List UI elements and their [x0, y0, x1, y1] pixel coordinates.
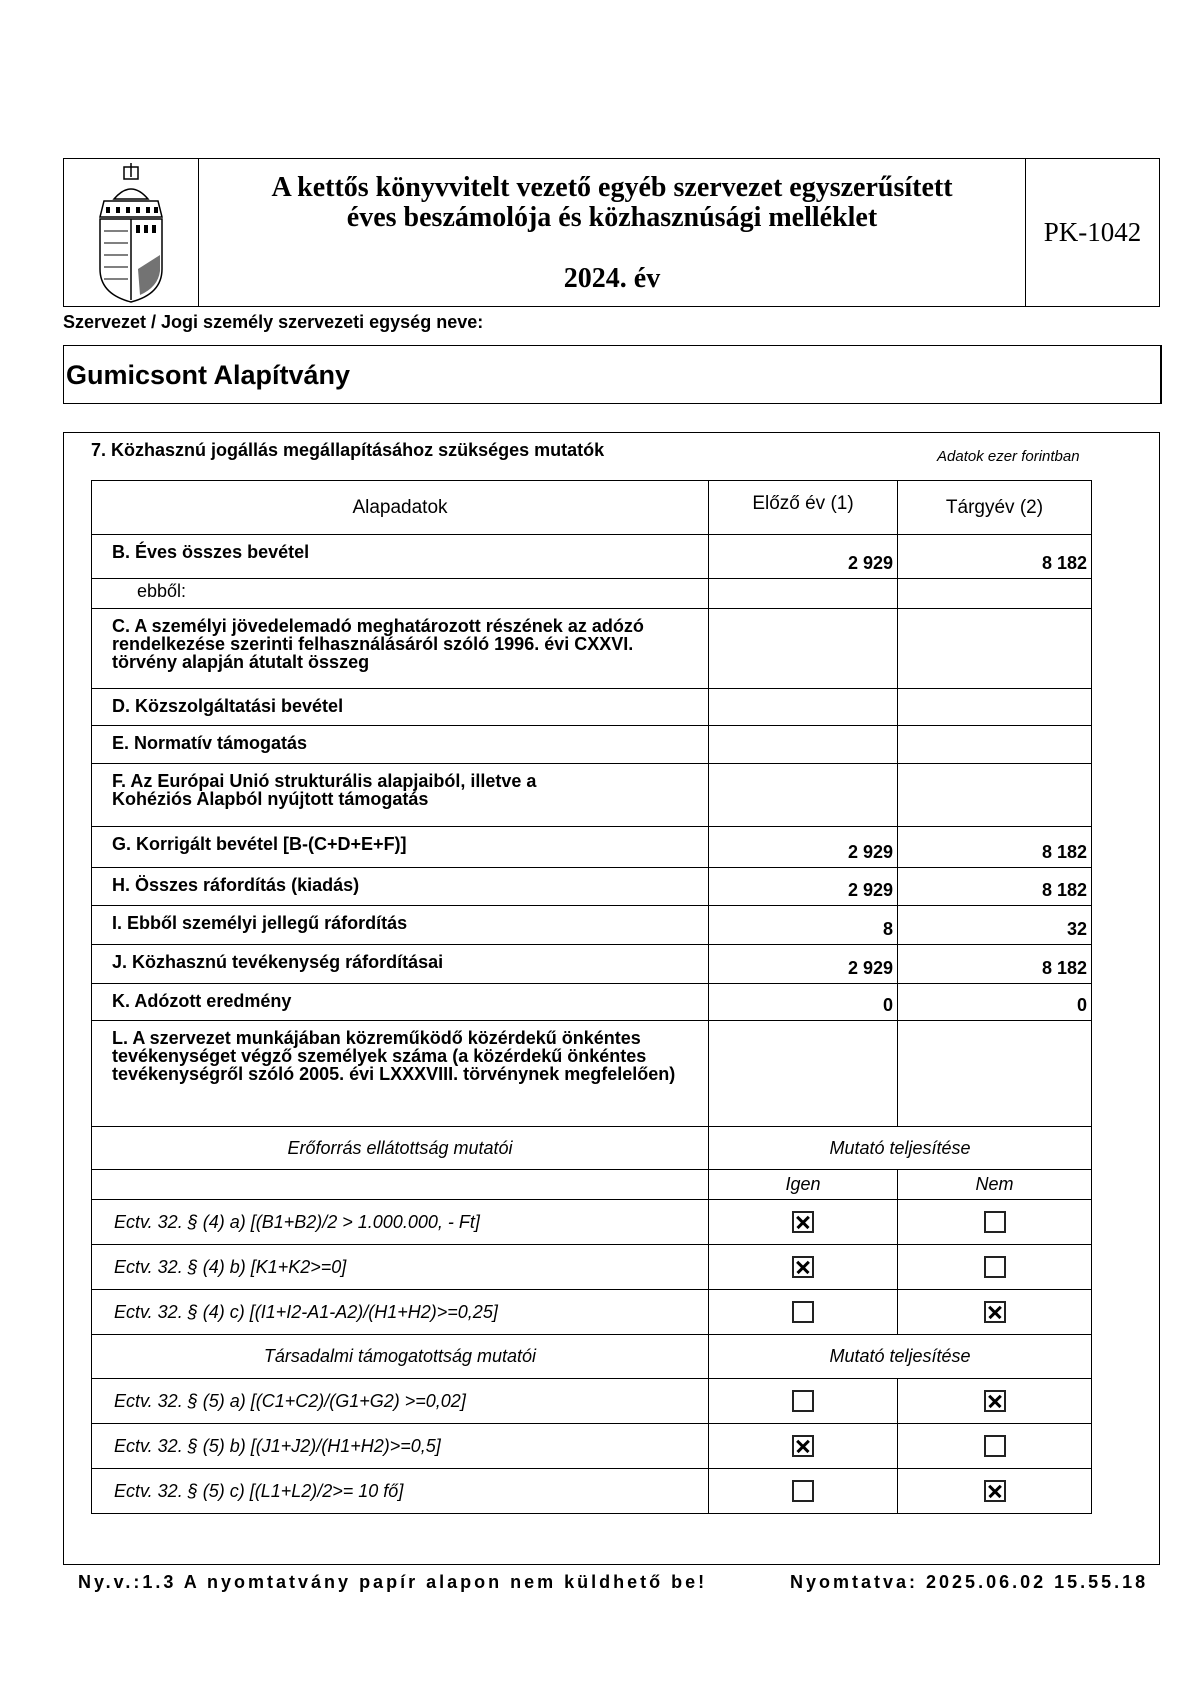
- indicator-label: Ectv. 32. § (4) a) [(B1+B2)/2 > 1.000.000, - Ft]: [92, 1200, 709, 1245]
- indicator-row: [92, 1245, 1092, 1290]
- coat-of-arms-icon: [64, 159, 199, 306]
- row-prev-value: [709, 579, 898, 609]
- row-curr-value: [898, 579, 1092, 609]
- row-curr-value: 8 182: [898, 535, 1092, 579]
- no-checkbox[interactable]: [984, 1211, 1006, 1233]
- row-prev-value: 2 929: [709, 535, 898, 579]
- row-curr-value: 8 182: [898, 827, 1092, 868]
- social-indicators-header: Társadalmi támogatottság mutatói: [92, 1335, 709, 1379]
- yes-checkbox[interactable]: [792, 1301, 814, 1323]
- no-checkbox[interactable]: [984, 1480, 1006, 1502]
- row-prev-value: 0: [709, 984, 898, 1021]
- row-label: I. Ebből személyi jellegű ráfordítás: [92, 906, 709, 945]
- row-curr-value: 0: [898, 984, 1092, 1021]
- row-label: C. A személyi jövedelemadó meghatározott részének az adózó rendelkezése szerinti felhasználásáról szóló 1996. évi CXXVI. törvény alapján átutalt összeg: [92, 609, 709, 689]
- resource-indicators-header: Erőforrás ellátottság mutatói: [92, 1127, 709, 1170]
- yes-checkbox[interactable]: [792, 1256, 814, 1278]
- title-line-1: A kettős könyvvitelt vezető egyéb szervezet egyszerűsített: [271, 172, 953, 203]
- row-prev-value: 2 929: [709, 827, 898, 868]
- row-label: D. Közszolgáltatási bevétel: [92, 689, 709, 726]
- row-prev-value: [709, 1021, 898, 1127]
- row-label: E. Normatív támogatás: [92, 726, 709, 764]
- no-checkbox[interactable]: [984, 1256, 1006, 1278]
- indicator-label: Ectv. 32. § (5) c) [(L1+L2)/2>= 10 fő]: [92, 1469, 709, 1514]
- footer-print-timestamp: Nyomtatva: 2025.06.02 15.55.18: [790, 1572, 1149, 1592]
- row-prev-value: 8: [709, 906, 898, 945]
- empty-cell: [92, 1170, 709, 1200]
- row-label: B. Éves összes bevétel: [92, 535, 709, 579]
- row-prev-value: [709, 609, 898, 689]
- organization-label: Szervezet / Jogi személy szervezeti egység neve:: [63, 312, 484, 332]
- row-curr-value: [898, 609, 1092, 689]
- row-label: G. Korrigált bevétel [B-(C+D+E+F)]: [92, 827, 709, 868]
- indicator-row: [92, 1379, 1092, 1424]
- form-title: [199, 159, 1026, 306]
- col-header-curr: Tárgyév (2): [898, 481, 1092, 535]
- row-curr-value: 32: [898, 906, 1092, 945]
- no-checkbox[interactable]: [984, 1435, 1006, 1457]
- indicator-label: Ectv. 32. § (4) c) [(I1+I2-A1-A2)/(H1+H2)>=0,25]: [92, 1290, 709, 1335]
- table-row: [92, 1021, 1092, 1127]
- indicator-label: Ectv. 32. § (4) b) [K1+K2>=0]: [92, 1245, 709, 1290]
- table-row: [92, 764, 1092, 827]
- units-note: Adatok ezer forintban: [937, 448, 1080, 465]
- yes-no-header-row: [92, 1170, 1092, 1200]
- row-label: L. A szervezet munkájában közreműködő közérdekű önkéntes tevékenységet végző személyek száma (a közérdekű önkéntes tevékenységről szóló 2005. évi LXXXVIII. törvénynek megfelelően): [92, 1021, 709, 1127]
- form-year: 2024. év: [563, 263, 661, 294]
- table-row: [92, 579, 1092, 609]
- col-header-basic: Alapadatok: [92, 481, 709, 535]
- row-prev-value: 2 929: [709, 868, 898, 906]
- row-prev-value: [709, 689, 898, 726]
- indicator-label: Ectv. 32. § (5) b) [(J1+J2)/(H1+H2)>=0,5]: [92, 1424, 709, 1469]
- no-header: Nem: [898, 1170, 1092, 1200]
- yes-checkbox[interactable]: [792, 1211, 814, 1233]
- title-line-2: éves beszámolója és közhasznúsági melléklet: [346, 202, 878, 233]
- row-curr-value: 8 182: [898, 868, 1092, 906]
- row-prev-value: [709, 726, 898, 764]
- row-curr-value: [898, 764, 1092, 827]
- yes-header: Igen: [709, 1170, 898, 1200]
- row-prev-value: 2 929: [709, 945, 898, 984]
- table-header-row: [92, 481, 1092, 535]
- row-prev-value: [709, 764, 898, 827]
- table-row: [92, 945, 1092, 984]
- table-row: [92, 689, 1092, 726]
- row-label: K. Adózott eredmény: [92, 984, 709, 1021]
- table-row: [92, 868, 1092, 906]
- no-checkbox[interactable]: [984, 1390, 1006, 1412]
- row-curr-value: [898, 689, 1092, 726]
- resource-result-header: Mutató teljesítése: [709, 1127, 1092, 1170]
- resource-header-row: [92, 1127, 1092, 1170]
- row-label: H. Összes ráfordítás (kiadás): [92, 868, 709, 906]
- table-row: [92, 726, 1092, 764]
- col-header-prev: Előző év (1): [709, 481, 898, 535]
- social-header-row: [92, 1335, 1092, 1379]
- row-curr-value: 8 182: [898, 945, 1092, 984]
- indicators-table: [91, 480, 1092, 1514]
- indicator-row: [92, 1424, 1092, 1469]
- table-row: [92, 609, 1092, 689]
- row-label: ebből:: [92, 579, 709, 609]
- indicator-row: [92, 1290, 1092, 1335]
- no-checkbox[interactable]: [984, 1301, 1006, 1323]
- section-title: 7. Közhasznú jogállás megállapításához szükséges mutatók: [91, 440, 605, 460]
- row-label: J. Közhasznú tevékenység ráfordításai: [92, 945, 709, 984]
- row-curr-value: [898, 726, 1092, 764]
- table-row: [92, 906, 1092, 945]
- row-label: F. Az Európai Unió strukturális alapjaiból, illetve a Kohéziós Alapból nyújtott támogatás: [92, 764, 709, 827]
- social-result-header: Mutató teljesítése: [709, 1335, 1092, 1379]
- row-curr-value: [898, 1021, 1092, 1127]
- table-row: [92, 827, 1092, 868]
- organization-name: Gumicsont Alapítvány: [66, 360, 351, 390]
- yes-checkbox[interactable]: [792, 1480, 814, 1502]
- indicator-row: [92, 1200, 1092, 1245]
- yes-checkbox[interactable]: [792, 1390, 814, 1412]
- table-row: [92, 535, 1092, 579]
- indicator-row: [92, 1469, 1092, 1514]
- form-header: [63, 158, 1160, 307]
- table-row: [92, 984, 1092, 1021]
- yes-checkbox[interactable]: [792, 1435, 814, 1457]
- footer-version-note: Ny.v.:1.3 A nyomtatvány papír alapon nem küldhető be!: [78, 1572, 708, 1592]
- indicator-label: Ectv. 32. § (5) a) [(C1+C2)/(G1+G2) >=0,02]: [92, 1379, 709, 1424]
- form-code: PK-1042: [1043, 217, 1142, 247]
